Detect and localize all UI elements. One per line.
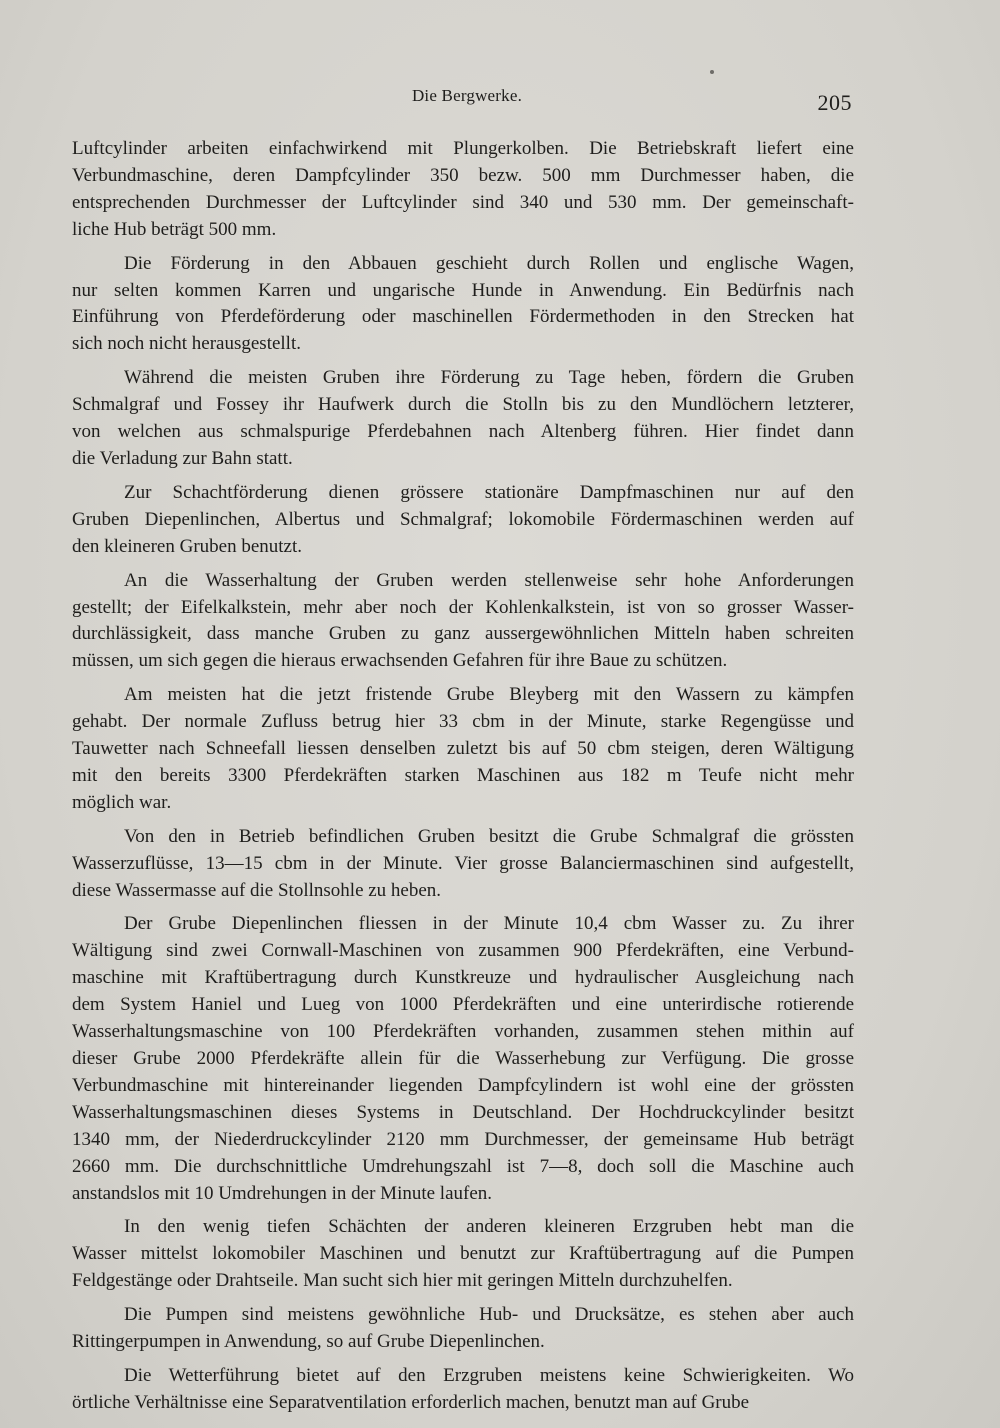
text-line: gehabt. Der normale Zufluss betrug hier 33 cbm in der Minute, starke Regengüsse und [72,711,854,733]
text-line: von welchen aus schmalspurige Pferdebahnen nach Altenberg führen. Hier findet dann [72,421,854,443]
text-line: Die Wetterführung bietet auf den Erzgruben meistens keine Schwierigkeiten. Wo [124,1364,854,1386]
paragraph [72,251,854,359]
text-line: den kleineren Gruben benutzt. [72,535,303,557]
body-text [72,136,854,1424]
text-line: anstandslos mit 10 Umdrehungen in der Minute laufen. [72,1182,493,1204]
text-line: nur selten kommen Karren und ungarische Hunde in Anwendung. Ein Bedürfnis nach [72,279,854,301]
text-line: 2660 mm. Die durchschnittliche Umdrehungszahl ist 7—8, doch soll die Maschine auch [72,1155,854,1177]
text-line: Tauwetter nach Schneefall liessen denselben zuletzt bis auf 50 cbm steigen, deren Wältigung [72,738,854,760]
text-line: Wasserhaltungsmaschine von 100 Pferdekräften vorhanden, zusammen stehen mithin auf [72,1021,854,1043]
text-line: dem System Haniel und Lueg von 1000 Pferdekräften und eine unterirdische rotierende [72,994,854,1016]
paragraph [72,480,854,561]
text-line: Schmalgraf und Fossey ihr Haufwerk durch die Stolln bis zu den Mundlöchern letzterer, [72,394,854,416]
text-line: Verbundmaschine, deren Dampfcylinder 350 bezw. 500 mm Durchmesser haben, die [72,164,854,186]
paragraph [72,1363,854,1417]
text-line: Feldgestänge oder Drahtseile. Man sucht sich hier mit geringen Mitteln durchzuhelfen. [72,1270,733,1292]
text-line: liche Hub beträgt 500 mm. [72,218,277,240]
text-line: mit den bereits 3300 Pferdekräften starken Maschinen aus 182 m Teufe nicht mehr [72,764,854,786]
paragraph [72,911,854,1207]
text-line: möglich war. [72,791,172,813]
text-line: durchlässigkeit, dass manche Gruben zu ganz aussergewöhnlichen Mitteln haben schreiten [72,623,854,645]
text-line: Wasser mittelst lokomobiler Maschinen und benutzt zur Kraftübertragung auf die Pumpen [72,1243,854,1265]
text-line: Gruben Diepenlinchen, Albertus und Schmalgraf; lokomobile Fördermaschinen werden auf [72,508,854,530]
text-line: dieser Grube 2000 Pferdekräfte allein für die Wasserhebung zur Verfügung. Die grosse [72,1048,854,1069]
text-line: In den wenig tiefen Schächten der anderen kleineren Erzgruben hebt man die [124,1216,854,1238]
text-line: gestellt; der Eifelkalkstein, mehr aber noch der Kohlenkalkstein, ist von so grosser Wasser- [72,596,854,618]
text-line: Rittingerpumpen in Anwendung, so auf Grube Diepenlinchen. [72,1331,545,1353]
text-line: Wasserzuflüsse, 13—15 cbm in der Minute. Vier grosse Balanciermaschinen sind aufgestellt, [72,852,854,874]
running-header: Die Bergwerke. [411,86,523,105]
paragraph [72,1302,854,1356]
text-line: die Verladung zur Bahn statt. [72,447,293,469]
text-line: Verbundmaschine mit hintereinander liegenden Dampfcylindern ist wohl eine der grössten [72,1074,854,1096]
text-line: örtliche Verhältnisse eine Separatventilation erforderlich machen, benutzt man auf Grube [72,1391,750,1413]
paragraph [72,568,854,676]
text-line: Von den in Betrieb befindlichen Gruben besitzt die Grube Schmalgraf die grössten [124,825,854,847]
ink-speck [710,70,714,74]
paragraph [72,682,854,817]
paragraph [72,824,854,905]
paragraph [72,136,854,244]
text-line: Wasserhaltungsmaschinen dieses Systems in Deutschland. Der Hochdruckcylinder besitzt [72,1101,854,1123]
page-number: 205 [817,90,852,115]
text-line: Die Pumpen sind meistens gewöhnliche Hub- und Drucksätze, es stehen aber auch [124,1304,854,1326]
text-line: Am meisten hat die jetzt fristende Grube Bleyberg mit den Wassern zu kämpfen [124,684,854,706]
text-line: 1340 mm, der Niederdruckcylinder 2120 mm Durchmesser, der gemeinsame Hub beträgt [72,1128,854,1150]
text-line: Einführung von Pferdeförderung oder maschinellen Fördermethoden in den Strecken hat [72,306,854,328]
text-line: diese Wassermasse auf die Stollnsohle zu heben. [72,879,442,901]
text-line: entsprechenden Durchmesser der Luftcylinder sind 340 und 530 mm. Der gemeinschaft- [72,191,854,213]
text-line: müssen, um sich gegen die hieraus erwachsenden Gefahren für ihre Baue zu schützen. [72,650,728,672]
text-line: Der Grube Diepenlinchen fliessen in der Minute 10,4 cbm Wasser zu. Zu ihrer [124,913,854,935]
paragraph [72,365,854,473]
text-line: Luftcylinder arbeiten einfachwirkend mit Plungerkolben. Die Betriebskraft liefert eine [72,138,854,159]
text-line: Wältigung sind zwei Cornwall-Maschinen von zusammen 900 Pferdekräften, eine Verbund- [72,940,854,962]
text-line: Die Förderung in den Abbauen geschieht durch Rollen und englische Wagen, [124,252,854,274]
text-line: maschine mit Kraftübertragung durch Kunstkreuze und hydraulischer Ausgleichung nach [72,967,854,989]
text-line: Zur Schachtförderung dienen grössere stationäre Dampfmaschinen nur auf den [124,481,854,503]
text-line: Während die meisten Gruben ihre Förderung zu Tage heben, fördern die Gruben [124,367,854,389]
text-line: An die Wasserhaltung der Gruben werden stellenweise sehr hohe Anforderungen [124,569,854,591]
paragraph [72,1214,854,1295]
text-line: sich noch nicht herausgestellt. [72,333,301,355]
